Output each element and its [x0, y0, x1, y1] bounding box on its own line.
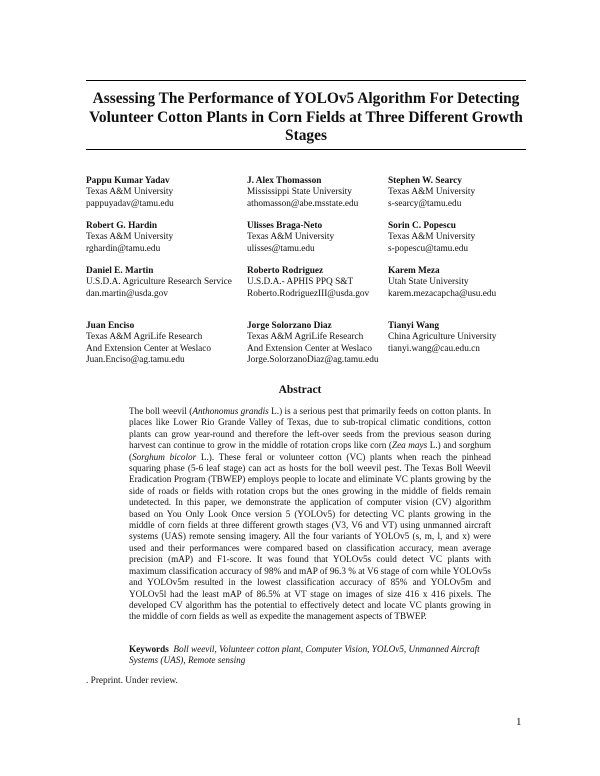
- author-name: Roberto Rodriguez: [247, 266, 324, 276]
- paper-title: Assessing The Performance of YOLOv5 Algorithm For Detecting Volunteer Cotton Plants in Corn Fields at Three Different Growth Stages: [89, 90, 523, 144]
- author-affiliation: And Extension Center at Weslaco: [86, 343, 212, 354]
- author-name: J. Alex Thomasson: [247, 176, 322, 186]
- author-entry: [388, 176, 475, 210]
- author-entry: [388, 221, 475, 255]
- author-affiliation: Texas A&M AgriLife Research: [247, 332, 364, 343]
- keywords: [129, 644, 491, 667]
- preprint-note: . Preprint. Under review.: [86, 676, 178, 686]
- author-entry: [388, 266, 496, 300]
- title-bottom-rule: [86, 149, 526, 150]
- author-entry: [86, 221, 173, 255]
- author-name: Daniel E. Martin: [86, 266, 154, 276]
- author-email: ulisses@tamu.edu: [247, 243, 315, 254]
- author-email: karem.mezacapcha@usu.edu: [388, 288, 497, 299]
- author-entry: [388, 321, 496, 355]
- keywords-label: Keywords: [129, 644, 169, 654]
- author-email: pappuyadav@tamu.edu: [86, 198, 174, 209]
- author-entry: [247, 321, 379, 367]
- author-affiliation: Texas A&M University: [247, 232, 335, 243]
- author-entry: [247, 221, 334, 255]
- author-name: Robert G. Hardin: [86, 221, 158, 231]
- author-name: Pappu Kumar Yadav: [86, 176, 170, 186]
- author-affiliation: And Extension Center at Weslaco: [247, 343, 373, 354]
- author-name: Tianyi Wang: [388, 321, 440, 331]
- author-email: athomasson@abe.msstate.edu: [247, 198, 359, 209]
- top-rule: [86, 80, 526, 81]
- author-affiliation: U.S.D.A. Agriculture Research Service: [86, 277, 232, 288]
- abstract-body: The boll weevil (Anthonomus grandis L.) is a serious pest that primarily feeds on cotton plants. In places like Lower Rio Grande Valley of Texas, due to sub-tropical climatic conditions, cotton plants can grow year-round and therefore the left-over seeds from the previous season during harvest can continue to grow in the middle of rotation crops like corn (Zea mays L.) and sorghum (Sorghum bicolor L.). These feral or volunteer cotton (VC) plants when reach the pinhead squaring phase (5-6 leaf stage) can act as hosts for the boll weevil pest. The Texas Boll Weevil Eradication Program (TBWEP) employs people to locate and eliminate VC plants growing by the side of roads or fields with rotation crops but the ones growing in the middle of fields remain undetected. In this paper, we demonstrate the application of computer vision (CV) algorithm based on You Only Look Once version 5 (YOLOv5) for detecting VC plants growing in the middle of corn fields at three different growth stages (V3, V6 and VT) using unmanned aircraft systems (UAS) remote sensing imagery. All the four variants of YOLOv5 (s, m, l, and x) were used and their performances were compared based on classification accuracy, mean average precision (mAP) and F1-score. It was found that YOLOv5s could detect VC plants with maximum classification accuracy of 98% and mAP of 96.3 % at V6 stage of corn while YOLOv5s and YOLOv5m resulted in the lowest classification accuracy of 85% and YOLOv5m and YOLOv5l had the least mAP of 86.5% at VT stage on images of size 416 x 416 pixels. The developed CV algorithm has the potential to effectively detect and locate VC plants growing in the middle of corn fields as well as expedite the management aspects of TBWEP.: [129, 406, 491, 622]
- author-affiliation: Texas A&M University: [86, 232, 174, 243]
- author-name: Jorge Solorzano Diaz: [247, 321, 332, 331]
- author-email: dan.martin@usda.gov: [86, 288, 168, 299]
- author-affiliation: Texas A&M AgriLife Research: [86, 332, 203, 343]
- author-email: Juan.Enciso@ag.tamu.edu: [86, 355, 185, 366]
- author-entry: [86, 321, 211, 367]
- author-affiliation: Texas A&M University: [388, 232, 476, 243]
- abstract-heading: Abstract: [278, 384, 322, 396]
- author-entry: [86, 266, 232, 300]
- author-email: tianyi.wang@cau.edu.cn: [388, 343, 480, 354]
- author-name: Sorin C. Popescu: [388, 221, 456, 231]
- author-email: Roberto.RodriguezIII@usda.gov: [247, 288, 370, 299]
- author-affiliation: Texas A&M University: [388, 187, 476, 198]
- keywords-list: Boll weevil, Volunteer cotton plant, Computer Vision, YOLOv5, Unmanned Aircraft Systems (UAS), Remote sensing: [129, 644, 480, 666]
- author-affiliation: Utah State University: [388, 277, 469, 288]
- page-number: 1: [516, 716, 522, 728]
- author-email: s-searcy@tamu.edu: [388, 198, 462, 209]
- author-name: Juan Enciso: [86, 321, 135, 331]
- author-entry: [86, 176, 174, 210]
- author-entry: [247, 266, 369, 300]
- author-name: Stephen W. Searcy: [388, 176, 462, 186]
- author-affiliation: Mississippi State University: [247, 187, 352, 198]
- author-email: rghardin@tamu.edu: [86, 243, 161, 254]
- author-affiliation: China Agriculture University: [388, 332, 497, 343]
- author-name: Karem Meza: [388, 266, 440, 276]
- author-email: Jorge.SolorzanoDiaz@ag.tamu.edu: [247, 355, 379, 366]
- author-entry: [247, 176, 358, 210]
- author-affiliation: Texas A&M University: [86, 187, 174, 198]
- author-affiliation: U.S.D.A.- APHIS PPQ S&T: [247, 277, 354, 288]
- author-name: Ulisses Braga-Neto: [247, 221, 323, 231]
- author-email: s-popescu@tamu.edu: [388, 243, 469, 254]
